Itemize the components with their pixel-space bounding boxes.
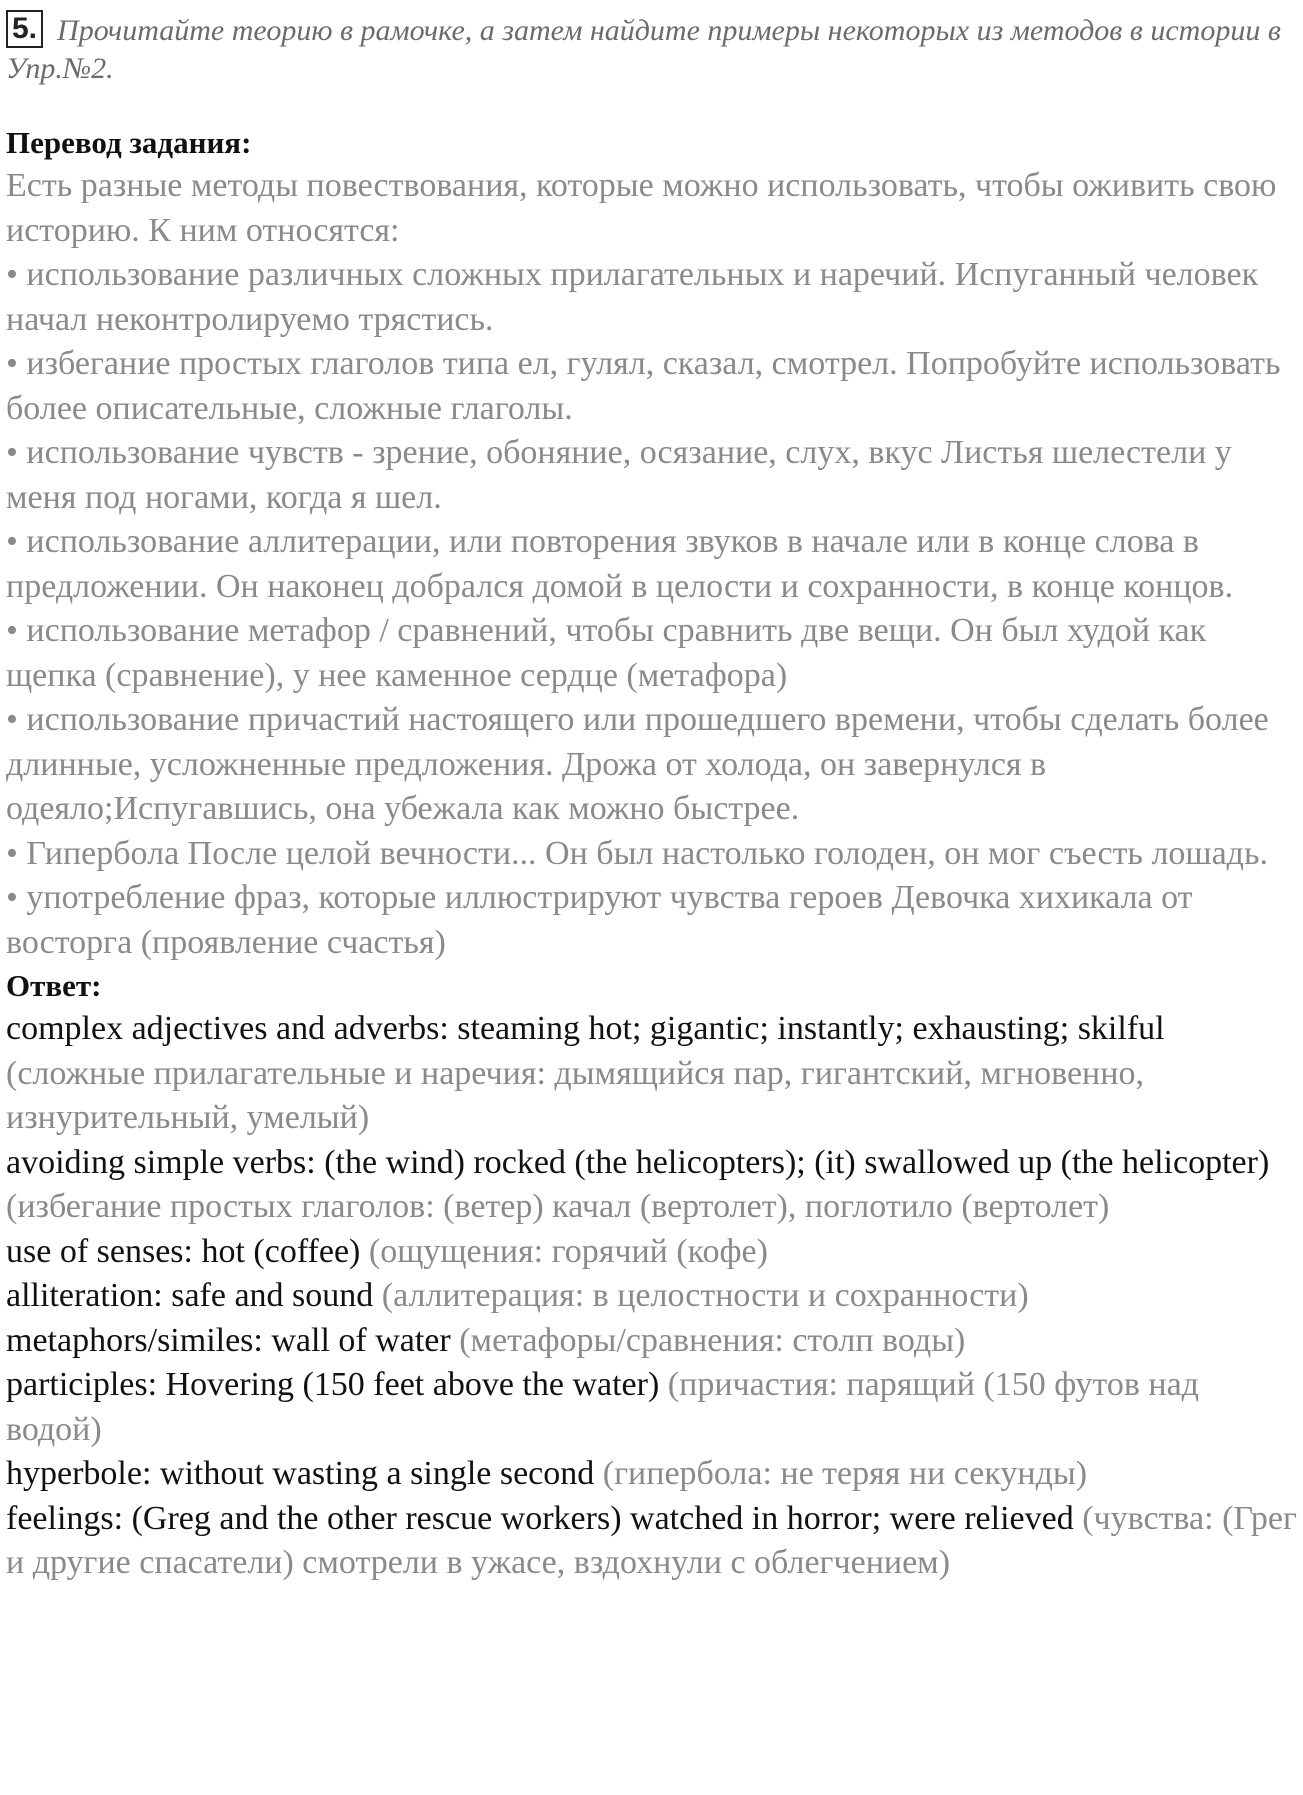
answer-item bbox=[6, 1363, 1297, 1452]
answer-english: complex adjectives and adverbs: steaming hot; gigantic; instantly; exhausting; skilful bbox=[6, 1010, 1165, 1047]
translation-paragraph: • употребление фраз, которые иллюстрируют чувства героев Девочка хихикала от восторга (проявление счастья) bbox=[6, 879, 1193, 961]
answer-item bbox=[6, 1141, 1297, 1230]
task-instruction: Прочитайте теорию в рамочке, а затем найдите примеры некоторых из методов в истории в Упр.№2. bbox=[6, 14, 1281, 85]
answer-item bbox=[6, 1452, 1297, 1497]
answer-russian: (избегание простых глаголов: (ветер) качал (вертолет), поглотило (вертолет) bbox=[6, 1188, 1110, 1225]
translation-paragraph: • избегание простых глаголов типа ел, гулял, сказал, смотрел. Попробуйте использовать более описательные, сложные глаголы. bbox=[6, 345, 1281, 427]
answer-item bbox=[6, 1497, 1297, 1586]
translation-paragraph: • использование чувств - зрение, обоняние, осязание, слух, вкус Листья шелестели у меня под ногами, когда я шел. bbox=[6, 434, 1232, 516]
answer-russian: (ощущения: горячий (кофе) bbox=[368, 1232, 768, 1270]
task-instruction-line bbox=[6, 10, 1297, 88]
answer-english: metaphors/similes: wall of water bbox=[6, 1321, 451, 1359]
translation-paragraph: • использование различных сложных прилагательных и наречий. Испуганный человек начал неконтролируемо трястись. bbox=[6, 256, 1259, 338]
answer-item bbox=[6, 1319, 1297, 1364]
translation-body bbox=[6, 164, 1297, 965]
answer-heading: Ответ: bbox=[6, 968, 102, 1003]
translation-paragraph: • Гипербола После целой вечности... Он был настолько голоден, он мог съесть лошадь. bbox=[6, 834, 1268, 872]
answer-english: avoiding simple verbs: (the wind) rocked (the helicopters); (it) swallowed up (the helicopter) bbox=[6, 1143, 1270, 1181]
translation-paragraph: Есть разные методы повествования, которые можно использовать, чтобы оживить свою историю. К ним относятся: bbox=[6, 167, 1277, 249]
answer-russian: (гипербола: не теряя ни секунды) bbox=[602, 1455, 1088, 1492]
answer-english: hyperbole: without wasting a single second bbox=[6, 1455, 595, 1492]
answer-russian: (чувства: (Грег и другие спасатели) смотрели в ужасе, вздохнули с облегчением) bbox=[6, 1499, 1297, 1581]
translation-paragraph: • использование метафор / сравнений, чтобы сравнить две вещи. Он был худой как щепка (сравнение), у нее каменное сердце (метафора) bbox=[6, 612, 1207, 694]
answer-item bbox=[6, 1007, 1297, 1141]
task-number-box: 5. bbox=[6, 10, 43, 48]
answer-english: alliteration: safe and sound bbox=[6, 1277, 374, 1314]
answer-list bbox=[6, 1007, 1297, 1586]
translation-paragraph: • использование аллитерации, или повторения звуков в начале или в конце слова в предложении. Он наконец добрался домой в целости и сохранности, в конце концов. bbox=[6, 523, 1234, 605]
answer-english: feelings: (Greg and the other rescue workers) watched in horror; were relieved bbox=[6, 1499, 1074, 1537]
answer-russian: (сложные прилагательные и наречия: дымящийся пар, гигантский, мгновенно, изнурительный, умелый) bbox=[6, 1054, 1144, 1136]
answer-english: participles: Hovering (150 feet above the water) bbox=[6, 1366, 660, 1403]
answer-russian: (аллитерация: в целостности и сохранности) bbox=[381, 1277, 1029, 1314]
answer-item bbox=[6, 1230, 1297, 1275]
translation-heading: Перевод задания: bbox=[6, 125, 252, 160]
answer-item bbox=[6, 1274, 1297, 1319]
translation-paragraph: • использование причастий настоящего или прошедшего времени, чтобы сделать более длинные, усложненные предложения. Дрожа от холода, он завернулся в одеяло;Испугавшись, она убежала как можно быстрее. bbox=[6, 701, 1269, 827]
answer-russian: (причастия: парящий (150 футов над водой) bbox=[6, 1366, 1199, 1448]
answer-russian: (метафоры/сравнения: столп воды) bbox=[459, 1321, 966, 1359]
answer-english: use of senses: hot (coffee) bbox=[6, 1232, 361, 1270]
